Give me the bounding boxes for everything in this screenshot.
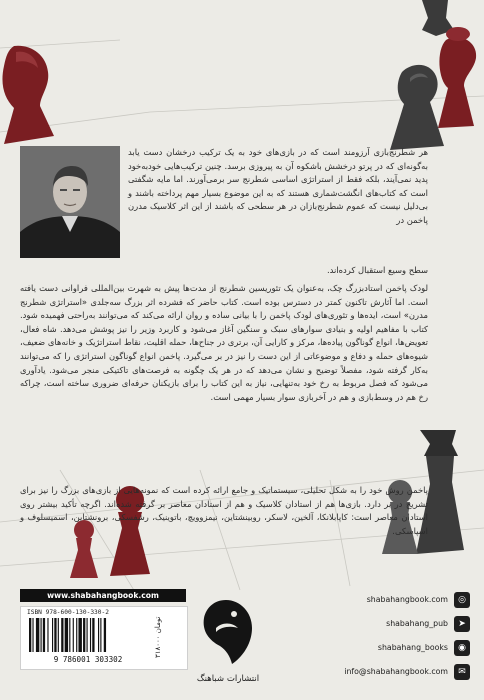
description-paragraph: لودک پاخمن استادبزرگ چک، به‌عنوان یک تئوریسین شطرنج از مدت‌ها پیش به شهرت بین‌المللی فراوانی دست یافته است. اما آثارش تاکنون کمتر در دسترس بوده است. کتاب حاضر که فشرده اثر بزرگ سه‌جلدی «استراتژی شطرنج مدرن» است، ایده‌ها و تئوری‌های لودک پاخمن را با بیانی ساده و روان ارائه می‌کند که می‌توانند به‌راحتی فهمیده شود. کتاب با مفاهیم اولیه و بنیادی سوارهای سبک و سنگین آغاز می‌شود و کاربرد وزیر را نیز پوشش می‌دهد. شاه فعال، تعویض‌ها، انواع گوناگون پیاده‌ها، مرکز و کارایی آن، برتری در جناح‌ها، حمله اقلیت، نقاط استراتژیک و خانه‌های ضعیف، شیوه‌های حمله و دفاع و موضوعاتی از این دست را نیز در بر می‌گیرد. پاخمن انواع گوناگون استراتژی را که می‌توانند به‌کار گرفته شود، مفصلاً توضیح و نشان می‌دهد که در هر یک چگونه به فرصت‌های تاکتیکی منجر می‌شود. یادآوری می‌شود که فصل مربوط به رخ خود به‌تنهایی، نیاز به این کتاب را برای بازیکنان حرفه‌ای ضروری ساخته است، چراکه رخ هم در وسط‌بازی و هم در آخربازی سوار بسیار مهمی است. xyxy=(20,283,428,402)
contact-instagram[interactable] xyxy=(284,640,470,656)
barcode-icon xyxy=(27,618,149,652)
contact-email[interactable] xyxy=(284,664,470,680)
website-banner: www.shabahangbook.com xyxy=(20,589,186,602)
contact-email-label: info@shabahangbook.com xyxy=(344,667,448,676)
intro-last-line: سطح وسیع استقبال کرده‌اند. xyxy=(326,265,428,275)
red-chess-piece-top-left-icon xyxy=(0,40,80,150)
contact-instagram-label: shabahang_books xyxy=(377,643,448,652)
contact-website-label: shabahangbook.com xyxy=(366,595,448,604)
contact-telegram-label: shabahang_pub xyxy=(386,619,448,628)
barcode-number: 9 786001 303302 xyxy=(53,655,123,664)
chess-pieces-top-right-icon xyxy=(326,0,484,156)
email-icon: ✉ xyxy=(454,664,470,680)
intro-paragraph: هر شطرنج‌بازی آرزومند است که در بازی‌های خود به یک ترکیب درخشان دست یابد به‌گونه‌ای که در پرتو درخشش باشکوه آن به پیروزی برسد. چنین ترکیب‌هایی خودبه‌خود پدید نمی‌آیند، بلکه فقط از استراتژی اساسی شطرنج سر برمی‌آورند. اما مایه شگفتی است که کتاب‌های انگشت‌شماری هستند که به این موضوع بسیار مهم پرداخته باشند و بی‌دلیل نیست که عموم شطرنج‌بازان در هر سطحی که باشند از این اثر کلاسیک مدرن پاخمن در xyxy=(128,147,428,225)
globe-icon: ◎ xyxy=(454,592,470,608)
masters-paragraph: پاخمن روش خود را به شکل تحلیلی، سیستماتیک و جامع ارائه کرده است که نمونه‌هایی از بازی‌های بزرگ را نیز برای تشریح در بر دارد. بازی‌ها هم از استادان کلاسیک و هم از استادان معاصر بر گرفته شده‌اند. اگرچه تأکید بیشتر روی استادان معاصر است: کاپابلانکا، آلخین، لاسکر، روبینشتاین، نیمزوویچ، باتوینیک، رشفسکی، برونشتاین، اسمیسلوف و اسپاسکی. xyxy=(20,485,428,536)
publisher-name: انتشارات شباهنگ xyxy=(196,674,260,684)
isbn-label: ISBN 978-600-130-330-2 xyxy=(27,609,109,616)
publisher-logo-icon xyxy=(196,598,256,668)
author-portrait xyxy=(20,146,120,258)
contact-telegram[interactable] xyxy=(284,616,470,632)
price-label: ۳۱۸۰۰۰ تومان xyxy=(154,616,162,658)
contact-website[interactable] xyxy=(284,592,470,608)
telegram-icon: ➤ xyxy=(454,616,470,632)
instagram-icon: ◉ xyxy=(454,640,470,656)
